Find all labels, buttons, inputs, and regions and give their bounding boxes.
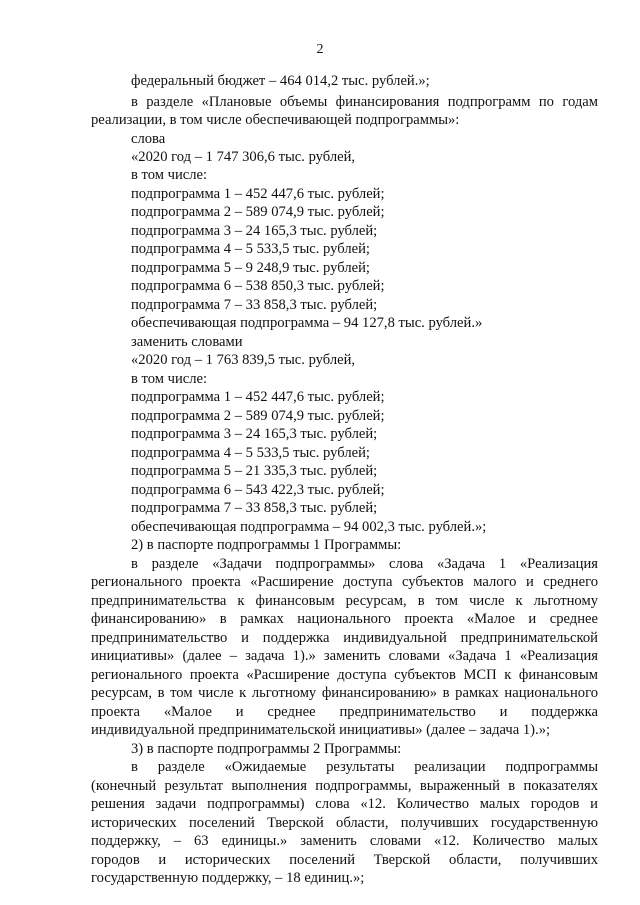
text-line: в разделе «Плановые объемы финансирования подпрограмм по годам xyxy=(131,94,598,110)
text-line: подпрограмма 5 – 9 248,9 тыс. рублей; xyxy=(131,260,370,276)
text-line: ресурсам, в том числе к льготному финансированию» в рамках национального xyxy=(91,685,598,701)
text-line: государственную поддержку, – 18 единиц.»; xyxy=(91,870,365,886)
page-number: 2 xyxy=(316,42,324,57)
text-line: подпрограмма 7 – 33 858,3 тыс. рублей; xyxy=(131,297,378,313)
text-line: 3) в паспорте подпрограммы 2 Программы: xyxy=(131,741,402,757)
text-line: реализации, в том числе обеспечивающей подпрограммы»: xyxy=(91,112,460,128)
text-line: инициативы» (далее – задача 1).» заменить словами «Задача 1 «Реализация xyxy=(91,648,598,664)
text-line: подпрограмма 3 – 24 165,3 тыс. рублей; xyxy=(131,426,378,442)
text-line: предпринимательство и поддержка индивидуальной предпринимательской xyxy=(91,630,598,646)
text-line: обеспечивающая подпрограмма – 94 002,3 тыс. рублей.»; xyxy=(131,519,487,535)
text-line: подпрограмма 6 – 543 422,3 тыс. рублей; xyxy=(131,482,385,498)
text-line: подпрограмма 1 – 452 447,6 тыс. рублей; xyxy=(131,186,385,202)
text-line: (конечный результат выполнения подпрограммы, выраженный в показателях xyxy=(91,778,598,794)
text-line: «2020 год – 1 747 306,6 тыс. рублей, xyxy=(131,149,356,165)
text-line: подпрограмма 7 – 33 858,3 тыс. рублей; xyxy=(131,500,378,516)
text-line: заменить словами xyxy=(131,334,243,350)
text-line: индивидуальной предпринимательской инициативы» (далее – задача 1).»; xyxy=(91,722,551,738)
text-line: подпрограмма 3 – 24 165,3 тыс. рублей; xyxy=(131,223,378,239)
text-line: обеспечивающая подпрограмма – 94 127,8 тыс. рублей.» xyxy=(131,315,483,331)
text-line: федеральный бюджет – 464 014,2 тыс. рублей.»; xyxy=(131,73,430,89)
text-line: в том числе: xyxy=(131,371,208,387)
text-line: слова xyxy=(131,131,166,147)
text-line: подпрограмма 5 – 21 335,3 тыс. рублей; xyxy=(131,463,378,479)
text-line: предпринимательства к финансовым ресурсам, в том числе к льготному xyxy=(91,593,598,609)
text-line: финансированию» в рамках национального проекта «Малое и среднее xyxy=(91,611,598,627)
text-line: подпрограмма 4 – 5 533,5 тыс. рублей; xyxy=(131,445,370,461)
text-line: городов и исторических поселений Тверской области, получивших xyxy=(91,852,598,868)
text-line: в том числе: xyxy=(131,167,208,183)
text-line: исторических поселений Тверской области, получивших государственную xyxy=(91,815,598,831)
text-line: в разделе «Ожидаемые результаты реализации подпрограммы xyxy=(131,759,598,775)
text-line: регионального проекта «Расширение доступа субъектов малого и среднего xyxy=(91,574,598,590)
text-line: в разделе «Задачи подпрограммы» слова «Задача 1 «Реализация xyxy=(131,556,598,572)
text-line: 2) в паспорте подпрограммы 1 Программы: xyxy=(131,537,402,553)
text-line: регионального проекта «Расширение доступа субъектов МСП к финансовым xyxy=(91,667,598,683)
text-line: поддержку, – 63 единицы.» заменить словами «12. Количество малых xyxy=(91,833,598,849)
text-line: подпрограмма 2 – 589 074,9 тыс. рублей; xyxy=(131,408,385,424)
text-line: подпрограмма 6 – 538 850,3 тыс. рублей; xyxy=(131,278,385,294)
text-line: подпрограмма 1 – 452 447,6 тыс. рублей; xyxy=(131,389,385,405)
text-line: «2020 год – 1 763 839,5 тыс. рублей, xyxy=(131,352,356,368)
text-line: подпрограмма 2 – 589 074,9 тыс. рублей; xyxy=(131,204,385,220)
text-line: решения задачи подпрограммы) слова «12. Количество малых городов и xyxy=(91,796,598,812)
text-line: проекта «Малое и среднее предпринимательство и поддержка xyxy=(91,704,598,720)
text-line: подпрограмма 4 – 5 533,5 тыс. рублей; xyxy=(131,241,370,257)
